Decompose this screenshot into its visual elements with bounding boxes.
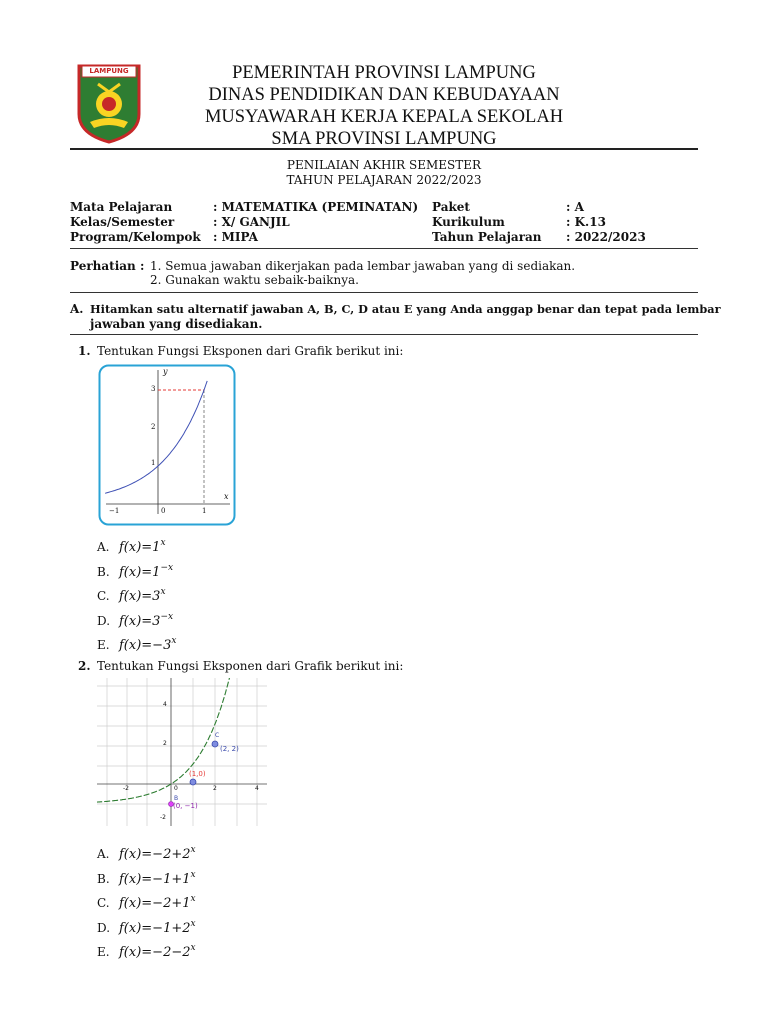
q1-y-tick-3: 3	[151, 385, 156, 393]
q2-option-exponent: x	[190, 845, 196, 855]
program-label: Program/Kelompok	[70, 230, 201, 244]
paket-label: Paket	[432, 200, 470, 214]
q2-label-point-a: (2, 2)	[220, 745, 239, 753]
q2-x-tick-0: 0	[174, 785, 178, 792]
exam-year: TAHUN PELAJARAN 2022/2023	[286, 173, 482, 187]
q1-option-base: f(x)=3	[119, 589, 161, 604]
q1-number: 1.	[78, 344, 91, 358]
q2-y-tick-m2: -2	[160, 814, 166, 821]
mapel-label: Mata Pelajaran	[70, 200, 173, 214]
q2-label-point-b: (1,0)	[189, 770, 206, 778]
lampung-logo	[76, 62, 142, 144]
logo-text: LAMPUNG	[89, 67, 129, 75]
section-rule	[70, 334, 698, 335]
kelas-label: Kelas/Semester	[70, 215, 175, 229]
notice-item-2: 2. Gunakan waktu sebaik-baiknya.	[150, 273, 359, 287]
q2-option-letter: E.	[97, 945, 110, 959]
q1-option-formula	[119, 636, 176, 653]
q1-option-formula	[119, 538, 166, 555]
q1-y-tick-2: 2	[151, 423, 156, 431]
q2-option-letter: B.	[97, 871, 110, 886]
header-line-3: MUSYAWARAH KERJA KEPALA SEKOLAH	[204, 107, 564, 127]
q1-option-exponent: x	[160, 587, 166, 597]
q1-y-tick-1: 1	[151, 459, 156, 467]
q2-x-tick-2: 2	[213, 785, 217, 792]
q2-option-base: f(x)=−1+1	[119, 871, 191, 887]
q2-label-point-c: (0, −1)	[173, 802, 198, 810]
q2-point-b	[190, 779, 196, 785]
header-line-1: PEMERINTAH PROVINSI LAMPUNG	[232, 63, 536, 83]
q2-option-formula	[119, 845, 196, 862]
notice-label: Perhatian :	[70, 259, 145, 273]
q1-option-letter: C.	[97, 589, 110, 603]
q1-x-label: x	[224, 492, 229, 501]
q2-option-base: f(x)=−2+1	[119, 896, 191, 911]
section-instruction-2: jawaban yang disediakan.	[90, 317, 263, 331]
q2-x-tick-m2: -2	[123, 785, 129, 792]
q2-option-exponent: x	[190, 943, 196, 953]
meta-rule	[70, 248, 698, 249]
q1-x-tick-1: 1	[202, 507, 207, 515]
kurikulum-label: Kurikulum	[432, 215, 505, 229]
q2-option-formula	[119, 894, 196, 911]
kurikulum-value: : K.13	[566, 215, 606, 229]
q2-option-letter: C.	[97, 896, 110, 910]
header-line-4: SMA PROVINSI LAMPUNG	[271, 129, 497, 149]
q2-text: Tentukan Fungsi Eksponen dari Grafik berikut ini:	[97, 659, 404, 673]
q1-x-tick-0: 0	[161, 507, 166, 515]
q2-option-base: f(x)=−2+2	[119, 847, 191, 862]
q2-option-formula	[119, 943, 196, 960]
q2-option-exponent: x	[190, 869, 196, 880]
q1-option-letter: D.	[97, 613, 111, 628]
q2-y-tick-4: 4	[163, 701, 167, 708]
q1-option-exponent: x	[160, 538, 166, 548]
q2-option-exponent: x	[190, 894, 196, 904]
q2-option-exponent: x	[190, 918, 196, 929]
q1-option-formula	[119, 612, 173, 629]
q2-option-base: f(x)=−2−2	[119, 945, 191, 960]
section-letter: A.	[70, 302, 84, 316]
q2-x-tick-4: 4	[255, 785, 259, 792]
notice-item-1: 1. Semua jawaban dikerjakan pada lembar jawaban yang di sediakan.	[150, 259, 576, 273]
q2-option-letter: D.	[97, 920, 111, 935]
q1-option-exponent: x	[171, 636, 177, 646]
q1-option-exponent: −x	[160, 562, 174, 573]
q1-option-formula	[119, 587, 166, 604]
q1-x-tick-m1: −1	[109, 507, 120, 515]
q2-option-formula	[119, 870, 196, 887]
q2-number: 2.	[78, 659, 91, 673]
section-instruction-1: Hitamkan satu alternatif jawaban A, B, C, D atau E yang Anda anggap benar dan tepat pada lembar	[90, 302, 721, 316]
q1-option-letter: E.	[97, 638, 110, 652]
q1-option-letter: A.	[97, 540, 110, 554]
q2-graph	[97, 678, 267, 826]
program-value: : MIPA	[213, 230, 258, 244]
q2-option-letter: A.	[97, 847, 110, 861]
q2-y-tick-2: 2	[163, 740, 167, 747]
q1-option-base: f(x)=1	[119, 564, 161, 580]
header-rule	[70, 148, 698, 150]
tahun-value: : 2022/2023	[566, 230, 646, 244]
q1-option-base: f(x)=3	[119, 613, 161, 629]
q2-point-a	[212, 741, 218, 747]
header-line-2: DINAS PENDIDIKAN DAN KEBUDAYAAN	[208, 85, 560, 105]
q2-label-c: C	[215, 732, 220, 739]
mapel-value: : MATEMATIKA (PEMINATAN)	[213, 200, 419, 214]
q1-option-letter: B.	[97, 564, 110, 579]
q2-option-base: f(x)=−1+2	[119, 920, 191, 936]
q1-option-formula	[119, 563, 173, 580]
kelas-value: : X/ GANJIL	[213, 215, 290, 229]
notice-rule	[70, 292, 698, 293]
exam-title: PENILAIAN AKHIR SEMESTER	[286, 158, 482, 172]
q1-option-exponent: −x	[160, 611, 174, 622]
q1-text: Tentukan Fungsi Eksponen dari Grafik berikut ini:	[97, 344, 404, 358]
q2-option-formula	[119, 919, 196, 936]
paket-value: : A	[566, 200, 584, 214]
q1-option-base: f(x)=−3	[119, 638, 172, 653]
q1-option-base: f(x)=1	[119, 540, 161, 555]
q1-y-label: y	[163, 367, 168, 376]
tahun-label: Tahun Pelajaran	[432, 230, 542, 244]
q2-label-b: B	[174, 795, 179, 802]
q1-graph	[98, 364, 236, 526]
